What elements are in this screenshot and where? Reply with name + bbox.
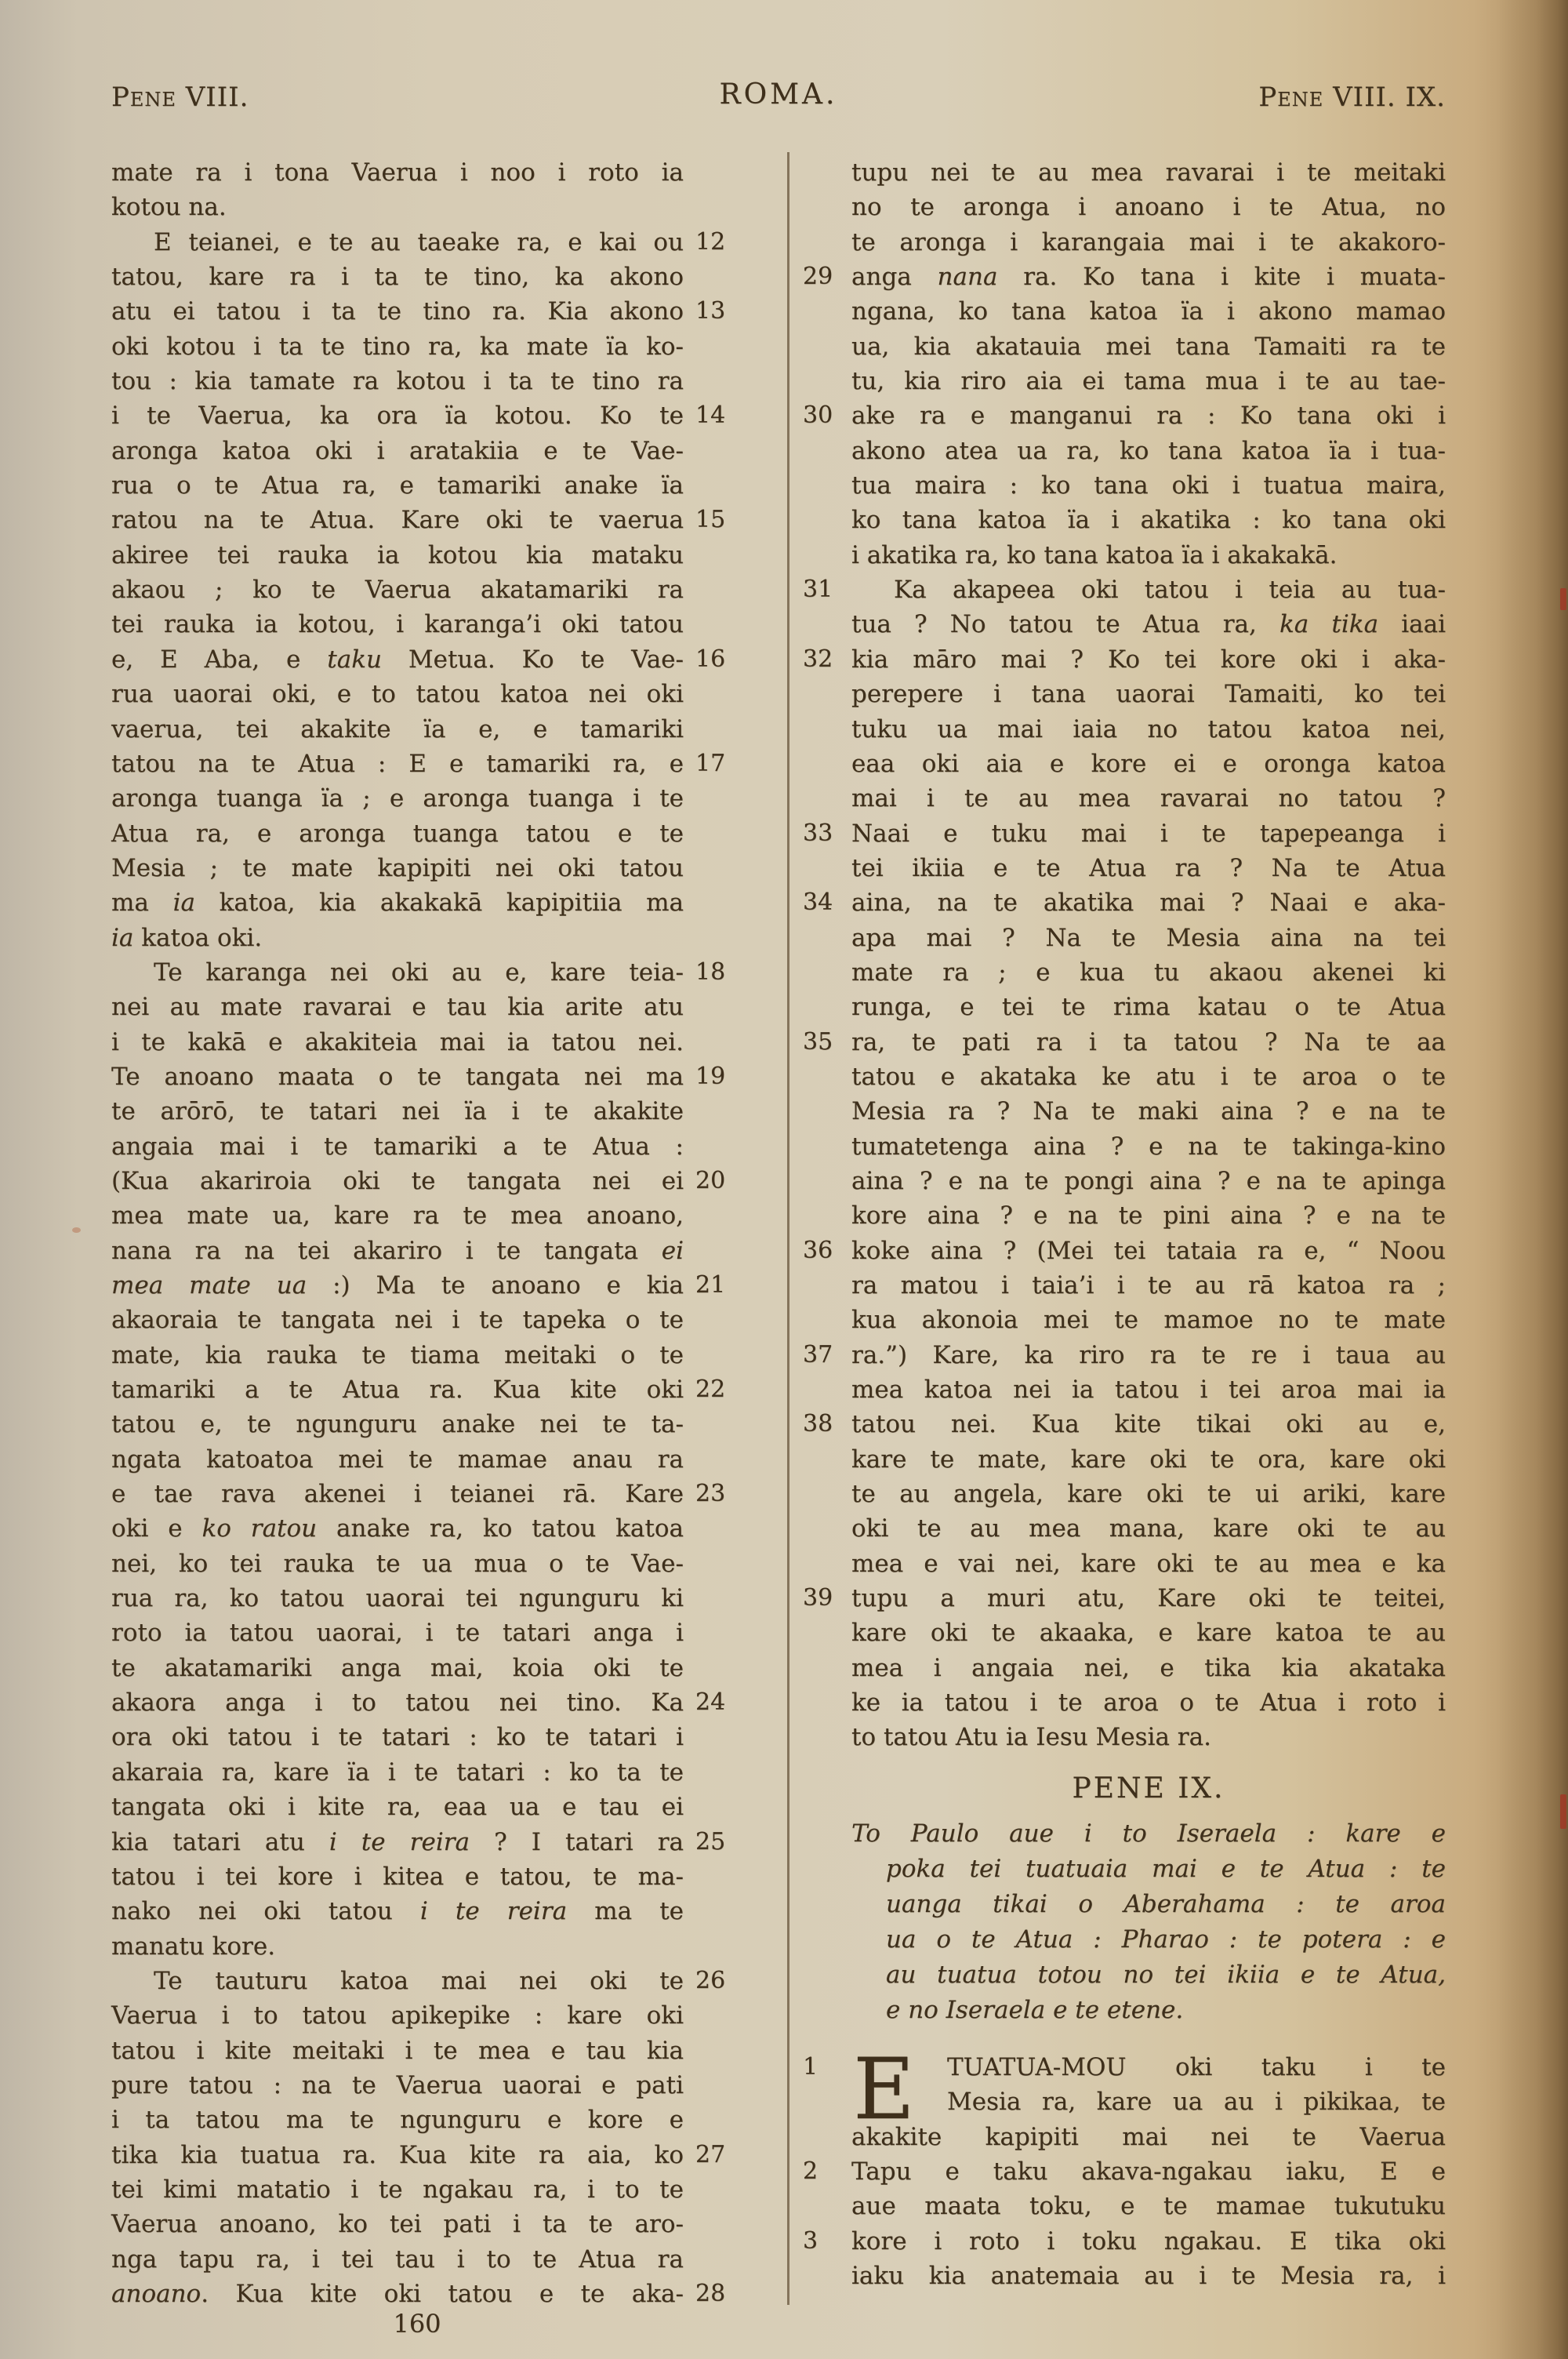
- text-line: Mesia ra, kare ua au i pikikaa, te: [947, 2088, 1446, 2117]
- text-line: mea i angaia nei, e tika kia akataka: [851, 1653, 1446, 1682]
- text-line: 14 i te Vaerua, ka ora ïa kotou. Ko te: [111, 398, 684, 433]
- text-line: 31 Ka akapeea oki tatou i teia au tua-: [851, 572, 1446, 607]
- verse-number: 29: [803, 263, 833, 291]
- verse-number: 31: [803, 576, 833, 604]
- running-head-right: Pene VIII. IX.: [1258, 82, 1446, 113]
- column-divider-rule: [787, 152, 789, 2305]
- text-line: ua, kia akatauia mei tana Tamaiti ra te: [851, 332, 1446, 361]
- text-line: mate ra ; e kua tu akaou akenei ki: [851, 958, 1446, 987]
- text-line: 18 Te karanga nei oki au e, kare teia-: [111, 955, 684, 990]
- text-line: iaku kia anatemaia au i te Mesia ra, i: [851, 2261, 1446, 2290]
- text-line: 28 anoano. Kua kite oki tatou e te aka-: [111, 2277, 684, 2311]
- right-column: [803, 155, 1446, 2293]
- text-line: nana ra na tei akariro i te tangata ei: [111, 1236, 684, 1265]
- verse-number: 3: [803, 2226, 818, 2255]
- text-line: ora oki tatou i te tatari : ko te tatari i: [111, 1723, 684, 1752]
- verse-number: 18: [695, 958, 726, 986]
- text-line: 13 atu ei tatou i ta te tino ra. Kia akono: [111, 294, 684, 329]
- text-line: oki te au mea mana, kare oki te au: [851, 1514, 1446, 1543]
- text-line: i ta tatou ma te ngunguru e kore e: [111, 2106, 684, 2135]
- text-line: 2 Tapu e taku akava-ngakau iaku, E e: [851, 2154, 1446, 2189]
- text-line: Mesia ra ? Na te maki aina ? e na te: [851, 1097, 1446, 1126]
- text-line: ngana, ko tana katoa ïa i akono mamao: [851, 297, 1446, 326]
- text-line: to tatou Atu ia Iesu Mesia ra.: [851, 1723, 1211, 1752]
- text-line: 33 Naai e tuku mai i te tapepeanga i: [851, 816, 1446, 851]
- text-line: kare oki te akaaka, e kare katoa te au: [851, 1619, 1446, 1648]
- text-line: mai i te au mea ravarai no tatou ?: [851, 784, 1446, 813]
- text-line: aue maata toku, e te mamae tukutuku: [851, 2192, 1446, 2221]
- text-line: akaraia ra, kare ïa i te tatari : ko ta te: [111, 1757, 684, 1787]
- text-line: 19 Te anoano maata o te tangata nei ma: [111, 1060, 684, 1094]
- text-line: 20 (Kua akariroia oki te tangata nei ei: [111, 1164, 684, 1198]
- verse-number: 26: [695, 1966, 726, 1994]
- text-line: tumatetenga aina ? e na te takinga-kino: [851, 1132, 1446, 1161]
- verse-number: 30: [803, 402, 833, 430]
- text-line: nei, ko tei rauka te ua mua o te Vae-: [111, 1549, 684, 1578]
- chapter-summary: [851, 1816, 1446, 2028]
- verse-number: 24: [695, 1688, 726, 1717]
- verse-number: 34: [803, 889, 833, 917]
- text-line: tu, kia riro aia ei tama mua i te au tae-: [851, 367, 1446, 396]
- text-line: akakite kapipiti mai nei te Vaerua: [851, 2122, 1446, 2151]
- text-line: 17 tatou na te Atua : E e tamariki ra, e: [111, 747, 684, 781]
- text-line: no te aronga i anoano i te Atua, no: [851, 193, 1446, 222]
- text-line: ngata katoatoa mei te mamae anau ra: [111, 1445, 684, 1474]
- text-line: rua o te Atua ra, e tamariki anake ïa: [111, 471, 684, 500]
- text-line: tatou e, te ngunguru anake nei te ta-: [111, 1410, 684, 1439]
- text-line: tatou e akataka ke atu i te aroa o te: [851, 1062, 1446, 1091]
- text-line: te aronga i karangaia mai i te akakoro-: [851, 227, 1446, 256]
- verse-number: 14: [695, 402, 726, 430]
- text-line: Mesia ; te mate kapipiti nei oki tatou: [111, 853, 684, 882]
- text-line: 21 mea mate ua :) Ma te anoano e kia: [111, 1268, 684, 1303]
- text-line: 27 tika kia tuatua ra. Kua kite ra aia, ko: [111, 2138, 684, 2172]
- verse-number: 35: [803, 1027, 833, 1056]
- text-line: tei kimi matatio i te ngakau ra, i to te: [111, 2175, 684, 2204]
- text-line: roto ia tatou uaorai, i te tatari anga i: [111, 1619, 684, 1648]
- text-line: vaerua, tei akakite ïa e, e tamariki: [111, 714, 684, 743]
- text-line: 38 tatou nei. Kua kite tikai oki au e,: [851, 1407, 1446, 1441]
- text-line: 37 ra.”) Kare, ka riro ra te re i taua au: [851, 1338, 1446, 1372]
- text-line: aina ? e na te pongi aina ? e na te apinga: [851, 1166, 1446, 1195]
- verse-number: 23: [695, 1480, 726, 1508]
- text-line: rua ra, ko tatou uaorai tei ngunguru ki: [111, 1584, 684, 1613]
- verse-number: 17: [695, 749, 726, 777]
- text-line: tua maira : ko tana oki i tuatua maira,: [851, 471, 1446, 500]
- verse-number: 39: [803, 1584, 833, 1612]
- text-line: 35 ra, te pati ra i ta tatou ? Na te aa: [851, 1025, 1446, 1060]
- text-line: 36 koke aina ? (Mei tei tataia ra e, “ Noou: [851, 1234, 1446, 1268]
- verse-number: 27: [695, 2140, 726, 2168]
- text-line: nako nei oki tatou i te reira ma te: [111, 1897, 684, 1926]
- text-line: 26 Te tauturu katoa mai nei oki te: [111, 1964, 684, 1998]
- verse-number: 37: [803, 1340, 833, 1369]
- text-line: kore aina ? e na te pini aina ? e na te: [851, 1201, 1446, 1230]
- running-head-left: Pene VIII.: [111, 82, 249, 113]
- text-line: akaou ; ko te Vaerua akatamariki ra: [111, 576, 684, 605]
- text-line: 32 kia māro mai ? Ko tei kore oki i aka-: [851, 642, 1446, 677]
- text-line: ko tana katoa ïa i akatika : ko tana oki: [851, 506, 1446, 535]
- text-line: angaia mai i te tamariki a te Atua :: [111, 1132, 684, 1161]
- chapter-heading: PENE IX.: [1072, 1772, 1225, 1805]
- text-line: 34 aina, na te akatika mai ? Naai e aka-: [851, 885, 1446, 920]
- text-line: akaoraia te tangata nei i te tapeka o te: [111, 1306, 684, 1335]
- verse-number: 13: [695, 297, 726, 325]
- text-line: perepere i tana uaorai Tamaiti, ko tei: [851, 680, 1446, 709]
- verse-number: 28: [695, 2279, 726, 2307]
- text-line: 1 E TUATUA-MOU oki taku i te: [803, 2040, 1446, 2139]
- verse-number: 21: [695, 1271, 726, 1299]
- drop-cap-initial: E: [853, 2040, 915, 2139]
- text-line: pure tatou : na te Vaerua uaorai e pati: [111, 2070, 684, 2099]
- text-line: mate ra i tona Vaerua i noo i roto ia: [111, 158, 684, 187]
- text-line: tuku ua mai iaia no tatou katoa nei,: [851, 714, 1446, 743]
- text-line: akiree tei rauka ia kotou kia mataku: [111, 540, 684, 569]
- right-column-text: [803, 155, 1446, 1755]
- chapter-verses: [803, 2040, 1446, 2293]
- text-line: mea e vai nei, kare oki te au mea e ka: [851, 1549, 1446, 1578]
- text-line: 39 tupu a muri atu, Kare oki te teitei,: [851, 1581, 1446, 1616]
- text-line: 29 anga nana ra. Ko tana i kite i muata-: [851, 260, 1446, 294]
- text-line: ia katoa oki.: [111, 923, 263, 952]
- text-line: kare te mate, kare oki te ora, kare oki: [851, 1445, 1446, 1474]
- text-line: 12 E teianei, e te au taeake ra, e kai ou: [111, 225, 684, 260]
- text-line: tei rauka ia kotou, i karanga’i oki tatou: [111, 610, 684, 639]
- verse-number: 20: [695, 1166, 726, 1194]
- text-line: te arōrō, te tatari nei ïa i te akakite: [111, 1097, 684, 1126]
- text-line: tupu nei te au mea ravarai i te meitaki: [851, 158, 1446, 187]
- verse-number: 36: [803, 1236, 833, 1264]
- text-line: 15 ratou na te Atua. Kare oki te vaerua: [111, 503, 684, 537]
- text-line: Atua ra, e aronga tuanga tatou e te: [111, 819, 684, 848]
- text-line: uanga tikai o Aberahama : te aroa: [886, 1889, 1446, 1918]
- left-column: [111, 155, 726, 2311]
- text-line: tatou, kare ra i ta te tino, ka akono: [111, 263, 684, 292]
- verse-number: 33: [803, 819, 833, 847]
- text-line: au tuatua totou no tei ikiia e te Atua,: [886, 1960, 1446, 1989]
- text-line: tou : kia tamate ra kotou i ta te tino ra: [111, 367, 684, 396]
- text-line: eaa oki aia e kore ei e oronga katoa: [851, 749, 1446, 778]
- text-line: te akatamariki anga mai, koia oki te: [111, 1653, 684, 1682]
- text-line: mea mate ua, kare ra te mea anoano,: [111, 1201, 684, 1230]
- text-line: mea katoa nei ia tatou i tei aroa mai ia: [851, 1376, 1446, 1405]
- text-line: tatou i tei kore i kitea e tatou, te ma-: [111, 1862, 684, 1891]
- text-line: To Paulo aue i to Iseraela : kare e: [851, 1819, 1446, 1848]
- text-line: Vaerua i to tatou apikepike : kare oki: [111, 2001, 684, 2030]
- text-line: Vaerua anoano, ko tei pati i ta te aro-: [111, 2210, 684, 2239]
- verse-number: 16: [695, 645, 726, 673]
- page-gutter-shadow: [1497, 0, 1568, 2359]
- text-line: aronga katoa oki i aratakiia e te Vae-: [111, 436, 684, 465]
- text-line: ra matou i taia’i i te au rā katoa ra ;: [851, 1271, 1446, 1299]
- text-line: 3 kore i roto i toku ngakau. E tika oki: [851, 2224, 1446, 2259]
- text-line: ke ia tatou i te aroa o te Atua i roto i: [851, 1688, 1446, 1717]
- text-line: 24 akaora anga i to tatou nei tino. Ka: [111, 1685, 684, 1720]
- running-head-center: ROMA.: [719, 78, 838, 111]
- text-line: 16 e, E Aba, e taku Metua. Ko te Vae-: [111, 642, 684, 677]
- text-line: 30 ake ra e manganui ra : Ko tana oki i: [851, 398, 1446, 433]
- text-line: kotou na.: [111, 193, 227, 222]
- verse-number: 15: [695, 506, 726, 534]
- red-edge-mark: [1560, 588, 1566, 610]
- text-line: e no Iseraela e te etene.: [886, 1995, 1184, 2024]
- text-line: oki e ko ratou anake ra, ko tatou katoa: [111, 1514, 684, 1543]
- red-edge-mark: [1560, 1794, 1566, 1829]
- text-line: 22 tamariki a te Atua ra. Kua kite oki: [111, 1372, 684, 1407]
- text-line: runga, e tei te rima katau o te Atua: [851, 993, 1446, 1022]
- text-line: i te kakā e akakiteia mai ia tatou nei.: [111, 1027, 684, 1056]
- text-line: nga tapu ra, i tei tau i to te Atua ra: [111, 2245, 684, 2274]
- text-line: ua o te Atua : Pharao : te potera : e: [886, 1925, 1446, 1954]
- text-line: 25 kia tatari atu i te reira ? I tatari ra: [111, 1825, 684, 1859]
- page-number: 160: [393, 2309, 441, 2339]
- verse-number: 32: [803, 645, 833, 673]
- verse-number: 1: [803, 2052, 818, 2081]
- text-line: tatou i kite meitaki i te mea e tau kia: [111, 2036, 684, 2065]
- text-line: i akatika ra, ko tana katoa ïa i akakakā.: [851, 540, 1338, 569]
- text-line: tei ikiia e te Atua ra ? Na te Atua: [851, 853, 1446, 882]
- text-line: manatu kore.: [111, 1932, 276, 1961]
- verse-number: 25: [695, 1827, 726, 1856]
- verse-number: 12: [695, 227, 726, 256]
- text-line: akono atea ua ra, ko tana katoa ïa i tua-: [851, 436, 1446, 465]
- foxing-speck: [72, 1227, 81, 1233]
- text-line: ma ia katoa, kia akakakā kapipitiia ma: [111, 889, 684, 918]
- text-line: rua uaorai oki, e to tatou katoa nei oki: [111, 680, 684, 709]
- text-line: kua akonoia mei te mamoe no te mate: [851, 1306, 1446, 1335]
- text-line: tangata oki i kite ra, eaa ua e tau ei: [111, 1793, 684, 1822]
- text-line: 23 e tae rava akenei i teianei rā. Kare: [111, 1477, 684, 1511]
- text-line: oki kotou i ta te tino ra, ka mate ïa ko-: [111, 332, 684, 361]
- text-line: mate, kia rauka te tiama meitaki o te: [111, 1340, 684, 1369]
- text-line: poka tei tuatuaia mai e te Atua : te: [886, 1854, 1446, 1883]
- text-line: tua ? No tatou te Atua ra, ka tika iaai: [851, 610, 1446, 639]
- verse-number: 2: [803, 2157, 818, 2185]
- text-line: aronga tuanga ïa ; e aronga tuanga i te: [111, 784, 684, 813]
- verse-number: 38: [803, 1410, 833, 1438]
- text-line: apa mai ? Na te Mesia aina na tei: [851, 923, 1446, 952]
- text-line: te au angela, kare oki te ui ariki, kare: [851, 1480, 1446, 1509]
- text-line: nei au mate ravarai e tau kia arite atu: [111, 993, 684, 1022]
- verse-number: 19: [695, 1062, 726, 1090]
- verse-number: 22: [695, 1376, 726, 1404]
